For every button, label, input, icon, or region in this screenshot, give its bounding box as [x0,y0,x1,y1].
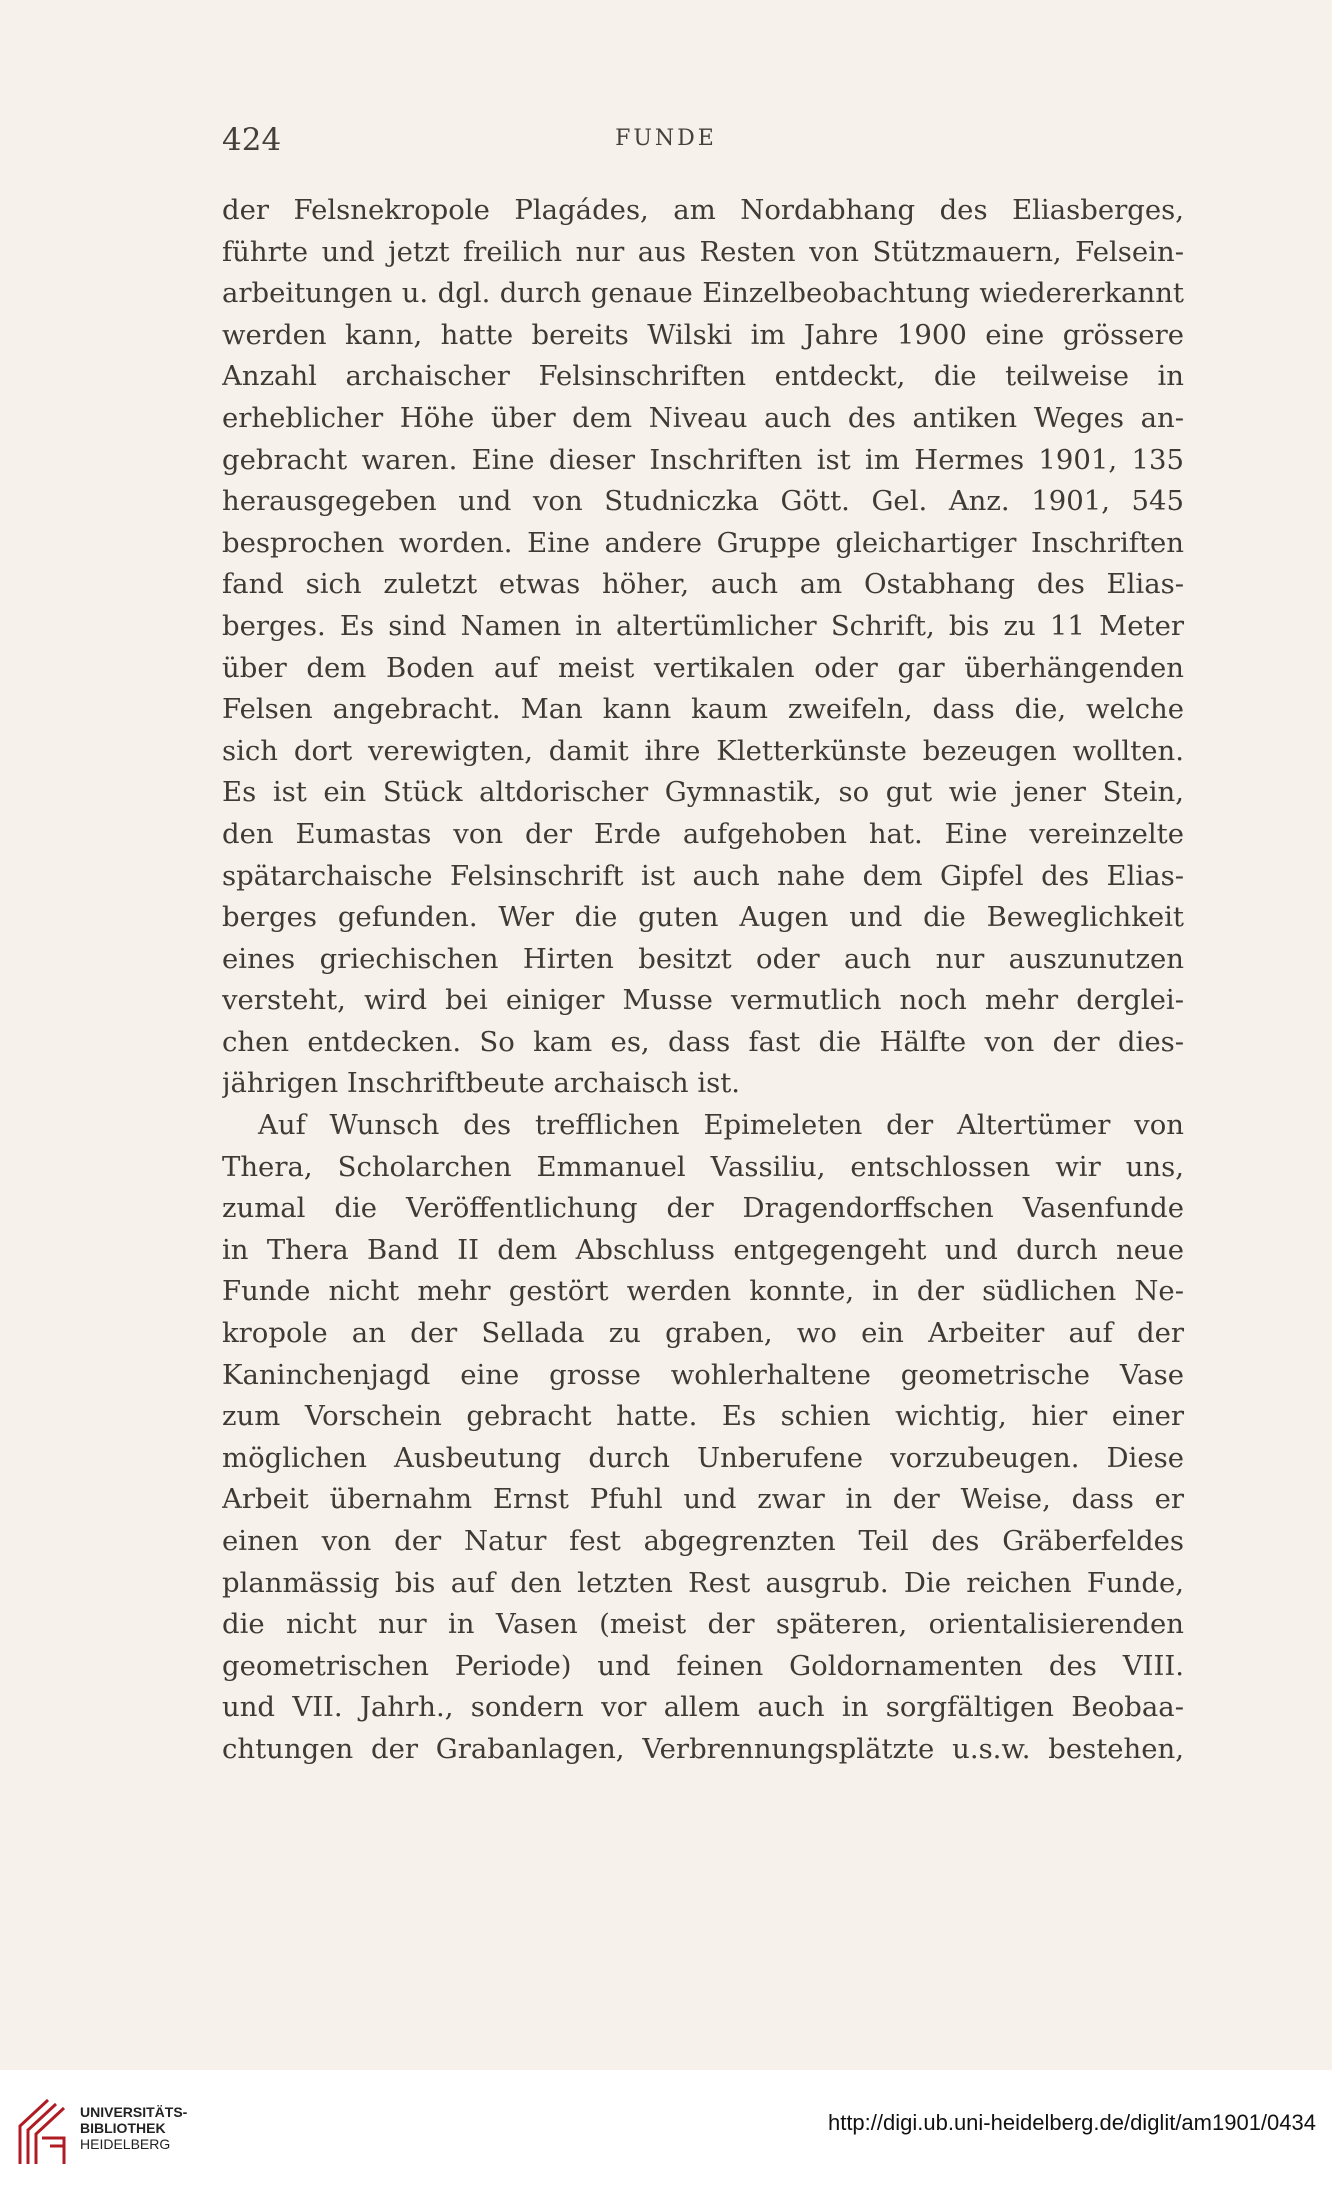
text-line: jährigen Inschriftbeute archaisch ist. [222,1067,741,1100]
text-line: die nicht nur in Vasen (meist der späteren, orientalisierenden [222,1608,1184,1641]
text-line: den Eumastas von der Erde aufgehoben hat. Eine vereinzelte [222,817,1184,850]
library-name-line: BIBLIOTHEK [80,2120,166,2136]
text-line: der Felsnekropole Plagádes, am Nordabhang des Eliasberges, [222,194,1184,226]
text-line: fand sich zuletzt etwas höher, auch am Ostabhang des Elias- [222,568,1184,601]
text-line: Arbeit übernahm Ernst Pfuhl und zwar in der Weise, dass er [222,1483,1184,1516]
text-line: Anzahl archaischer Felsinschriften entdeckt, die teilweise in [222,360,1184,393]
text-line: Funde nicht mehr gestört werden konnte, in der südlichen Ne- [222,1275,1184,1308]
page-number: 424 [222,122,282,158]
text-line: eines griechischen Hirten besitzt oder auch nur auszunutzen [222,942,1184,975]
page-footer [0,2070,1332,2187]
text-line: Kaninchenjagd eine grosse wohlerhaltene geometrische Vase [222,1358,1184,1391]
text-line: geometrischen Periode) und feinen Goldornamenten des VIII. [222,1649,1184,1682]
text-line: möglichen Ausbeutung durch Unberufene vorzubeugen. Diese [222,1441,1184,1474]
text-line: berges. Es sind Namen in altertümlicher Schrift, bis zu 11 Meter [222,609,1184,642]
library-logo-icon [12,2094,72,2168]
library-name-line: HEIDELBERG [80,2136,171,2152]
text-line: herausgegeben und von Studniczka Gött. Gel. Anz. 1901, 545 [222,485,1184,518]
text-line: führte und jetzt freilich nur aus Resten von Stützmauern, Felsein- [222,235,1184,268]
running-head: FUNDE [615,126,717,151]
text-line: Felsen angebracht. Man kann kaum zweifeln, dass die, welche [222,693,1184,726]
body-text [222,190,1184,1771]
text-line: planmässig bis auf den letzten Rest ausgrub. Die reichen Funde, [222,1566,1184,1599]
text-line: einen von der Natur fest abgegrenzten Teil des Gräberfeldes [222,1525,1184,1557]
text-line: sich dort verewigten, damit ihre Kletterkünste bezeugen wollten. [222,734,1184,767]
text-line: zumal die Veröffentlichung der Dragendorffschen Vasenfunde [222,1192,1184,1225]
text-line: arbeitungen u. dgl. durch genaue Einzelbeobachtung wiedererkannt [222,277,1184,310]
text-line: Es ist ein Stück altdorischer Gymnastik, so gut wie jener Stein, [222,776,1184,809]
library-name-line: UNIVERSITÄTS- [80,2104,188,2120]
text-line: berges gefunden. Wer die guten Augen und die Beweglichkeit [222,901,1184,934]
text-line: und VII. Jahrh., sondern vor allem auch in sorgfältigen Beobaa- [222,1691,1184,1724]
text-line: Thera, Scholarchen Emmanuel Vassiliu, entschlossen wir uns, [222,1150,1184,1183]
text-line: chen entdecken. So kam es, dass fast die Hälfte von der dies- [222,1025,1184,1058]
source-url: http://digi.ub.uni-heidelberg.de/diglit/am1901/0434 [827,2110,1316,2135]
text-line: zum Vorschein gebracht hatte. Es schien wichtig, hier einer [222,1400,1184,1433]
library-name [80,2104,187,2152]
text-line: kropole an der Sellada zu graben, wo ein Arbeiter auf der [222,1317,1184,1350]
text-line: versteht, wird bei einiger Musse vermutlich noch mehr derglei- [222,984,1184,1017]
page-header [0,122,1332,162]
text-line: spätarchaische Felsinschrift ist auch nahe dem Gipfel des Elias- [222,859,1184,892]
text-line: chtungen der Grabanlagen, Verbrennungsplätzte u.s.w. bestehen, [222,1732,1184,1765]
text-line: werden kann, hatte bereits Wilski im Jahre 1900 eine grössere [222,318,1184,351]
text-line: über dem Boden auf meist vertikalen oder gar überhängenden [222,651,1184,684]
text-line: erheblicher Höhe über dem Niveau auch des antiken Weges an- [222,401,1184,434]
text-line: Auf Wunsch des trefflichen Epimeleten der Altertümer von [258,1109,1184,1142]
text-line: gebracht waren. Eine dieser Inschriften ist im Hermes 1901, 135 [222,443,1184,476]
text-line: besprochen worden. Eine andere Gruppe gleichartiger Inschriften [222,526,1184,559]
text-line: in Thera Band II dem Abschluss entgegengeht und durch neue [222,1233,1184,1266]
